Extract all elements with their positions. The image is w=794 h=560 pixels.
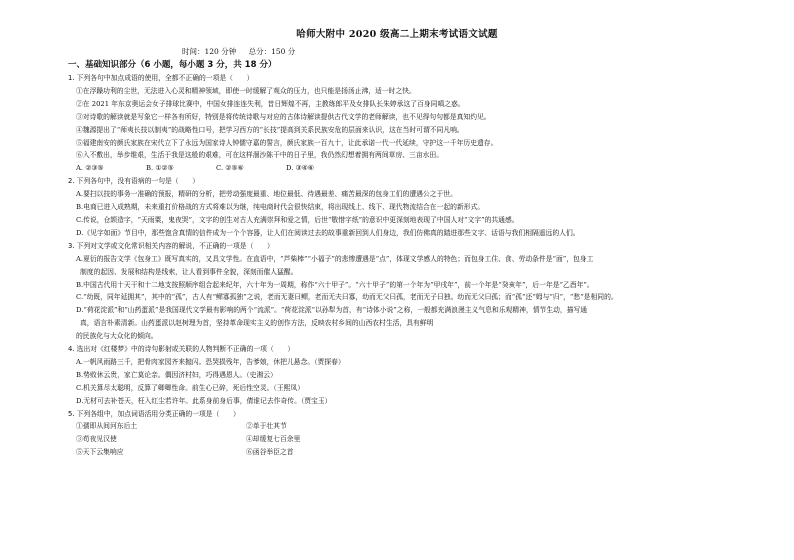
option-a-cont: 制度的起因、发展和结构是线索，让人看到事件全貌，深刻而催人猛醒。 (80, 267, 298, 276)
option-d: D.“荷花淀派”和“山药蛋派”是我国现代文学最有影响的两个“流派”。“荷花淀派”以孙犁为首，有“诗体小说”之称，一般都充满浪漫主义气息和乐观精神，情节生动，描写通 (76, 306, 588, 315)
item: ⑤天下云集响应 (76, 448, 124, 457)
sentence: ②在 2021 年东京奥运会女子排球比赛中，中国女排连连失利，昔日辉煌不再，主教练郎平及女排队长朱婷承这了百身同嗔之惑。 (76, 99, 465, 108)
item: ②单于壮其节 (246, 422, 287, 431)
option-d-cont: 的民族化与大众化的倾向。 (76, 332, 158, 341)
option-b: B. ①②⑤ (146, 164, 174, 173)
option-a: A.夏衍的报告文学《包身工》既写真实的，又具文学性。在直语中，“芦柴棒”“小福子”的悲惨遭遇是“点”，体现文学感人的特色；而包身工住、食、劳动条件是“面”，包身工 (76, 254, 594, 263)
item-row (68, 446, 744, 459)
item-row (68, 420, 744, 433)
exam-time: 时间：120 分钟 (182, 47, 237, 56)
question-stem: 4. 选出对《红楼梦》中的诗句影射或关联的人物判断不正确的一项（ ） (68, 345, 295, 354)
exam-title: 哈师大附中 2020 级高二上期末考试语文试题 (296, 29, 498, 40)
option-c: C.传说，仓颉造字，“天雨粟，鬼夜哭”，文字的创生对古人充满崇拜和爱之情，后世“敬惜字纸”的意识中更深刻地表现了中国人对“文字”的共通感。 (76, 215, 519, 224)
sentence: ④魏源提出了“师夷长技以制夷”的战略性口号，把学习西方的“长技”提高到关系民族安危的层面来认识，这在当时可谓不同凡响。 (76, 125, 464, 134)
option-d: D. ③④⑥ (286, 164, 314, 173)
option-a: A.一帆风雨路三千，把骨肉家园齐来抛闪。恐哭损残年，告爹娘，休把儿悬念。（贾探春） (76, 357, 345, 366)
question-stem: 3. 下列对文学或文化常识相关内容的解说，不正确的一项是（ ） (68, 241, 274, 250)
exam-meta (182, 46, 305, 57)
question-stem: 1. 下列各句中加点成语的使用，全都不正确的一项是（ ） (68, 74, 254, 82)
item: ③苟夜见汉使 (76, 435, 117, 444)
option-b: B.电商已进入成熟期，未来重打价格战的方式将难以为继，纯电商时代会很快结束，将出现线上、线下、现代物流结合在一起的新形式。 (76, 203, 485, 212)
option-a: A. ②③⑤ (76, 164, 104, 173)
question-stem: 5. 下列各组中，加点词语活用分类正确的一项是（ ） (68, 409, 240, 418)
item: ④却缓复七百余里 (246, 435, 301, 444)
option-row (68, 162, 744, 175)
sentence: ⑤福建南安的颜氏家族在宋代立下了永远为国家诗人钟儒守嘉的誓言，颜氏家族一百九十，让此承诺一代一代延续，守护这一千年历史遗存。 (76, 138, 498, 147)
option-c: C. ②⑤⑥ (216, 164, 244, 173)
option-c: C.“幼既，同年延拥其”，其中的“孤”，古人有“鳏寡孤独”之说，老而无妻曰鳏，老而无夫曰寡，幼而无父曰孤，老而无子曰独。幼而无父曰孤；而“孤”还“姆与“归”，“愁”是相同的。 (76, 293, 618, 302)
option-a: A.要扫以技的事务一准确的预报，精研的分析，把劳动强度最重、地位最低、待遇最差、痛苦最深的包身工们的遭遇公之于世。 (76, 190, 457, 199)
option-d: D.无材可去补苍天，枉入红尘若许年。此系身前身后事，倩谁记去作奇传。（贾宝玉） (76, 396, 332, 405)
section-heading: 一、基础知识部分（6 小题，每小题 3 分，共 18 分） (68, 60, 277, 70)
option-c: C.机关算尽太聪明，反算了卿卿性命。前生心已碎，死后性空灵。（王熙凤） (76, 383, 305, 392)
sentence: ③对诗歌的解读就是写象它一样各有所好，特别是将传统诗歌与对应的古体诗解读提供古代文学的老师解读，也不见得句句都是真知灼见。 (76, 112, 491, 121)
item: ①孺即从间河东后土 (76, 422, 138, 431)
option-d: D.《见字如面》节目中，那些饱含真情的信件成为一个个容器，让人们在阅读过去的故事重新回到人们身边，我们仿佛真的踏进那些文字、话语与我们相隔遥远的人们。 (76, 228, 580, 237)
exam-score: 总分：150 分 (248, 47, 296, 56)
sentence: ⑥入不敷出，举步维艰，生活于我是这般的艰难，可在这样涸沙陈干中的日子里，我仍然幻想着拥有两间草房、三亩水田。 (76, 151, 444, 160)
question-stem: 2. 下列各句中，没有语病的一句是（ ） (68, 177, 199, 186)
question-list (68, 72, 744, 459)
option-d-cont: 真，语言朴素清新。山药蛋派以赵树理为首，坚持革命现实主义的创作方法，反映农村乡间的山西农村生活，具有鲜明 (80, 319, 434, 328)
item: ⑥函谷举臣之首 (246, 448, 294, 457)
item-row (68, 433, 744, 446)
option-b: B.中国古代用十天干和十二地支按照顺序组合起来纪年，六十年为一周期，称作“六十甲子”。“六十甲子”的第一个年为“甲戌年”，前一个年是“癸亥年”，后一年是“乙酉年”。 (76, 280, 594, 289)
sentence: ①在浮躁功利的尘世，无法进入心灵和精神领域，即使一时缓解了观众的压力，也只能是扬汤止沸，适一时之快。 (76, 86, 416, 95)
option-b: B.势败休云贵，家亡莫论亲。偶因济村妇，巧得遇恩人。（史湘云） (76, 370, 277, 379)
